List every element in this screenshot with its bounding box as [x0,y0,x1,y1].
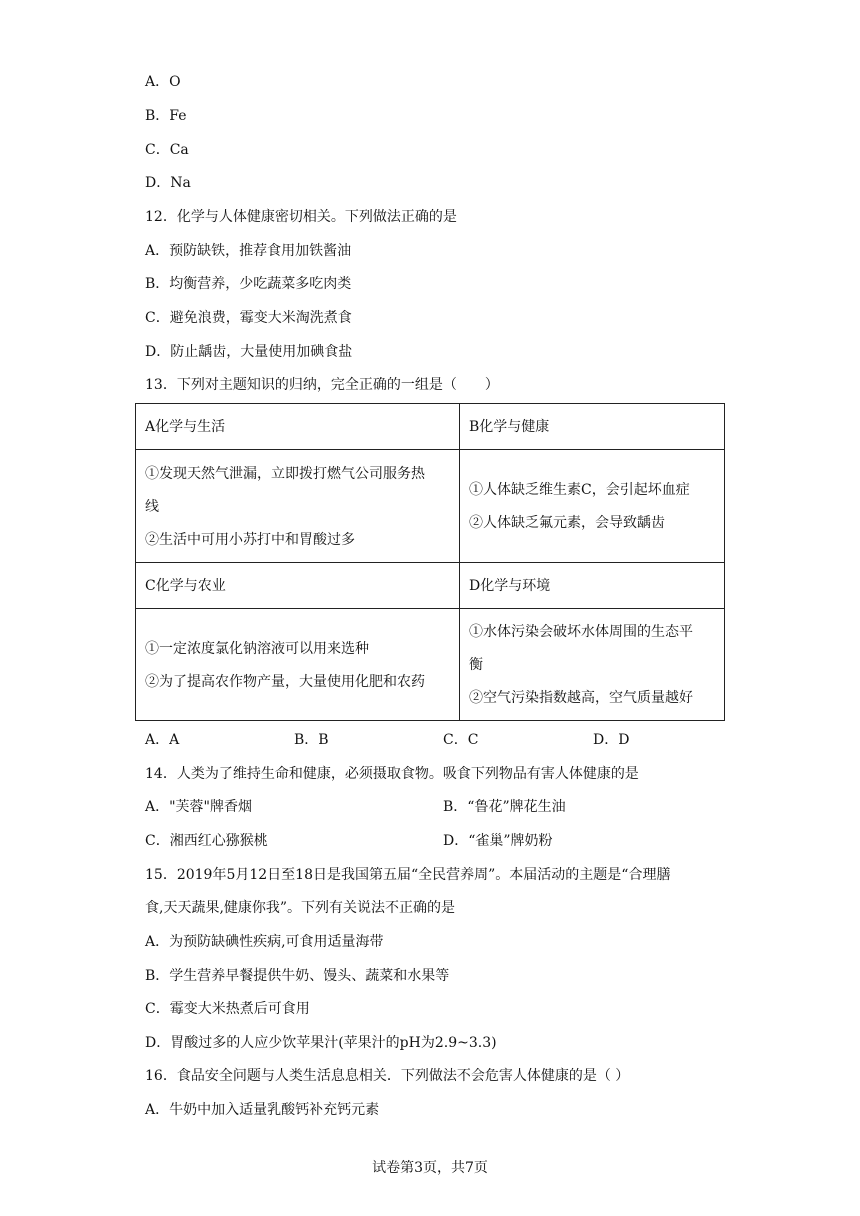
question-14-option-b: B．“鲁花”牌花生油 [443,799,566,815]
option-a: A．O [145,74,181,90]
cell-b-body-line2: ②人体缺乏氟元素，会导致龋齿 [469,515,665,531]
cell-c-body-line2: ②为了提高农作物产量，大量使用化肥和农药 [145,674,425,690]
question-12-option-a: A．预防缺铁，推荐食用加铁酱油 [145,243,352,259]
cell-d-head-text: D化学与环境 [469,578,551,594]
question-15-option-d: D．胃酸过多的人应少饮苹果汁(苹果汁的pH为2.9~3.3) [145,1035,497,1051]
cell-d-body-line1: ①水体污染会破坏水体周围的生态平 [469,624,693,640]
question-13-option-b: B．B [294,732,329,748]
question-12-stem: 12．化学与人体健康密切相关。下列做法正确的是 [145,209,457,225]
option-b: B．Fe [145,108,187,124]
knowledge-table [135,403,725,721]
question-15-option-a: A．为预防缺碘性疾病,可食用适量海带 [145,934,384,950]
table-cell-d-head [460,563,725,609]
cell-d-body-line3: ②空气污染指数越高，空气质量越好 [469,690,693,706]
question-14-stem: 14．人类为了维持生命和健康，必须摄取食物。吸食下列物品有害人体健康的是 [145,766,639,782]
page-footer: 试卷第3页，共7页 [372,1160,488,1176]
table-cell-a-head [136,404,460,450]
option-d: D．Na [145,175,191,191]
question-13-option-c: C．C [443,732,479,748]
question-16-stem: 16．食品安全问题与人类生活息息相关．下列做法不会危害人体健康的是（ ） [145,1068,630,1084]
question-15-stem-line1: 15．2019年5月12日至18日是我国第五届“全民营养周”。本届活动的主题是“合理膳 [145,867,671,883]
question-13-option-d: D．D [593,732,630,748]
question-12-option-b: B．均衡营养，少吃蔬菜多吃肉类 [145,276,352,292]
cell-c-body-line1: ①一定浓度氯化钠溶液可以用来选种 [145,641,369,657]
table-cell-a-body [136,450,460,563]
cell-b-head-text: B化学与健康 [469,419,550,435]
question-15-option-c: C．霉变大米热煮后可食用 [145,1001,310,1017]
cell-a-body-line1: ①发现天然气泄漏，立即拨打燃气公司服务热 [145,466,425,482]
cell-a-head-text: A化学与生活 [145,419,226,435]
table-cell-b-body [460,450,725,563]
question-12-option-c: C．避免浪费，霉变大米淘洗煮食 [145,310,352,326]
question-16-option-a: A．牛奶中加入适量乳酸钙补充钙元素 [145,1102,380,1118]
question-14-option-d: D．“雀巢”牌奶粉 [443,833,553,849]
table-cell-c-head [136,563,460,609]
table-cell-d-body [460,609,725,721]
question-14-option-c: C．湘西红心猕猴桃 [145,833,268,849]
question-14-option-a: A．"芙蓉"牌香烟 [145,799,252,815]
cell-b-body-line1: ①人体缺乏维生素C，会引起坏血症 [469,482,690,498]
table-cell-c-body [136,609,460,721]
question-13-option-a: A．A [145,732,180,748]
question-15-stem-line2: 食,天天蔬果,健康你我”。下列有关说法不正确的是 [145,900,456,916]
question-12-option-d: D．防止龋齿，大量使用加碘食盐 [145,344,353,360]
cell-d-body-line2: 衡 [469,657,483,673]
question-15-option-b: B．学生营养早餐提供牛奶、馒头、蔬菜和水果等 [145,968,450,984]
question-13-stem: 13．下列对主题知识的归纳，完全正确的一组是（ ） [145,377,499,393]
table-cell-b-head [460,404,725,450]
option-c: C．Ca [145,142,189,158]
cell-a-body-line3: ②生活中可用小苏打中和胃酸过多 [145,532,355,548]
cell-a-body-line2: 线 [145,499,159,515]
cell-c-head-text: C化学与农业 [145,578,226,594]
